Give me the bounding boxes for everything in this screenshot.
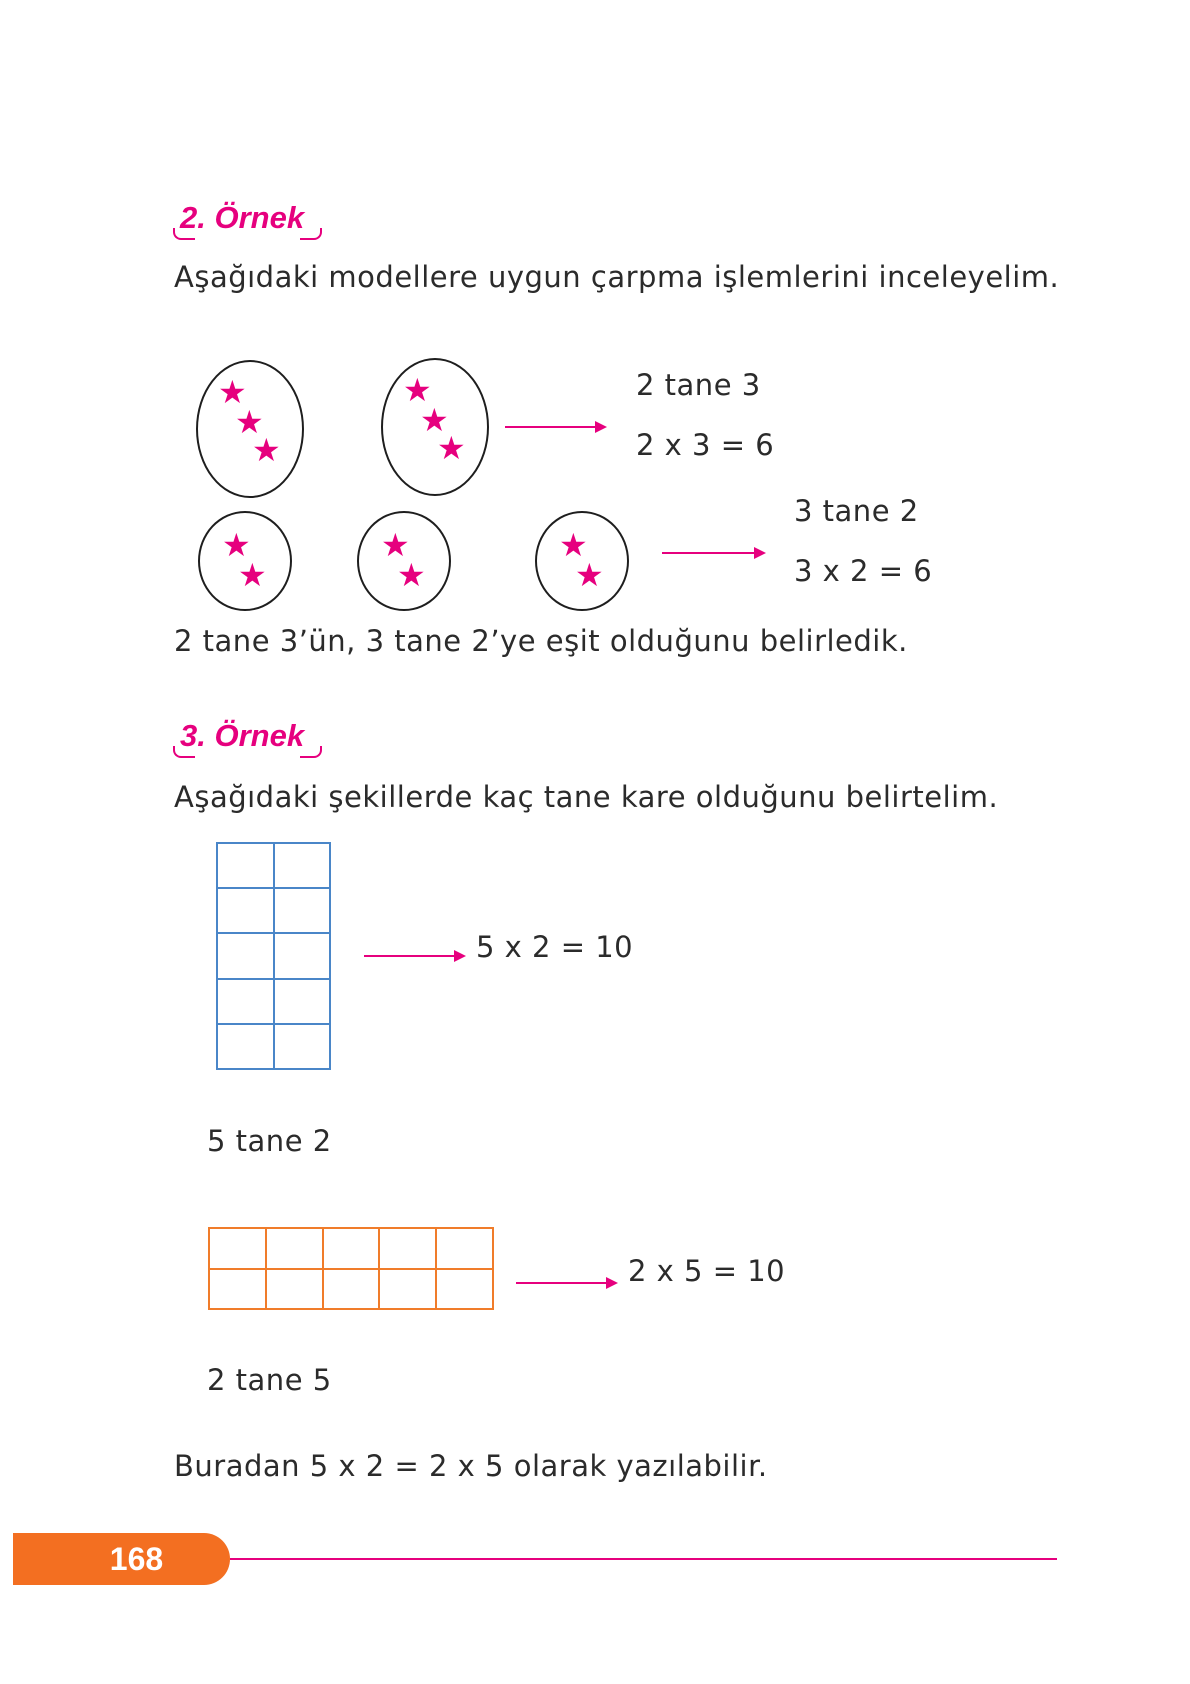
star-icon: ★: [235, 403, 264, 441]
star-icon: ★: [420, 401, 449, 439]
arrow-right-icon: [505, 426, 605, 428]
example-3-conclusion: Buradan 5 x 2 = 2 x 5 olarak yazılabilir.: [174, 1449, 768, 1483]
grid-square: [274, 933, 331, 978]
grid-square: [379, 1269, 436, 1310]
arrow-right-icon: [364, 955, 464, 957]
grid-square: [436, 1269, 493, 1310]
group-of-three: [196, 360, 304, 498]
group-of-two: [535, 511, 629, 611]
row1-equation: 2 x 3 = 6: [636, 428, 775, 462]
grid-square: [217, 1024, 274, 1069]
title-bracket-left: [173, 746, 195, 758]
row2-equation: 3 x 2 = 6: [794, 554, 933, 588]
example-2-conclusion: 2 tane 3’ün, 3 tane 2’ye eşit olduğunu belirledik.: [174, 624, 908, 658]
square-grid-5x2: [216, 842, 331, 1070]
star-icon: ★: [403, 371, 432, 409]
star-icon: ★: [222, 526, 251, 564]
page-number: 168: [13, 1533, 230, 1585]
star-icon: ★: [218, 373, 247, 411]
example-2-title: 2. Örnek: [180, 200, 305, 235]
star-icon: ★: [381, 526, 410, 564]
grid-square: [209, 1228, 266, 1269]
square-grid-2x5: [208, 1227, 494, 1310]
arrow-right-icon: [662, 552, 764, 554]
star-icon: ★: [397, 556, 426, 594]
title-bracket-left: [173, 228, 195, 240]
grid2-label: 2 tane 5: [207, 1363, 332, 1397]
grid-square: [379, 1228, 436, 1269]
title-bracket-right: [300, 228, 322, 240]
example-3-instruction: Aşağıdaki şekillerde kaç tane kare olduğunu belirtelim.: [174, 780, 999, 814]
title-bracket-right: [300, 746, 322, 758]
grid-square: [266, 1228, 323, 1269]
grid-square: [217, 933, 274, 978]
grid-square: [436, 1228, 493, 1269]
group-of-three: [381, 358, 489, 496]
example-2-instruction: Aşağıdaki modellere uygun çarpma işlemlerini inceleyelim.: [174, 260, 1060, 294]
grid-square: [217, 979, 274, 1024]
star-icon: ★: [238, 556, 267, 594]
grid2-equation: 2 x 5 = 10: [628, 1254, 786, 1288]
arrow-right-icon: [516, 1282, 616, 1284]
group-of-two: [198, 511, 292, 611]
grid-square: [323, 1228, 380, 1269]
footer-divider: [230, 1558, 1057, 1560]
row1-label: 2 tane 3: [636, 368, 761, 402]
grid1-equation: 5 x 2 = 10: [476, 930, 634, 964]
grid-square: [209, 1269, 266, 1310]
grid-square: [217, 888, 274, 933]
grid-square: [266, 1269, 323, 1310]
example-3-title: 3. Örnek: [180, 718, 305, 753]
star-icon: ★: [437, 429, 466, 467]
grid-square: [274, 843, 331, 888]
grid-square: [274, 979, 331, 1024]
star-icon: ★: [559, 526, 588, 564]
grid-square: [274, 888, 331, 933]
star-icon: ★: [575, 556, 604, 594]
grid-square: [274, 1024, 331, 1069]
grid1-label: 5 tane 2: [207, 1124, 332, 1158]
grid-square: [217, 843, 274, 888]
grid-square: [323, 1269, 380, 1310]
row2-label: 3 tane 2: [794, 494, 919, 528]
star-icon: ★: [252, 431, 281, 469]
group-of-two: [357, 511, 451, 611]
